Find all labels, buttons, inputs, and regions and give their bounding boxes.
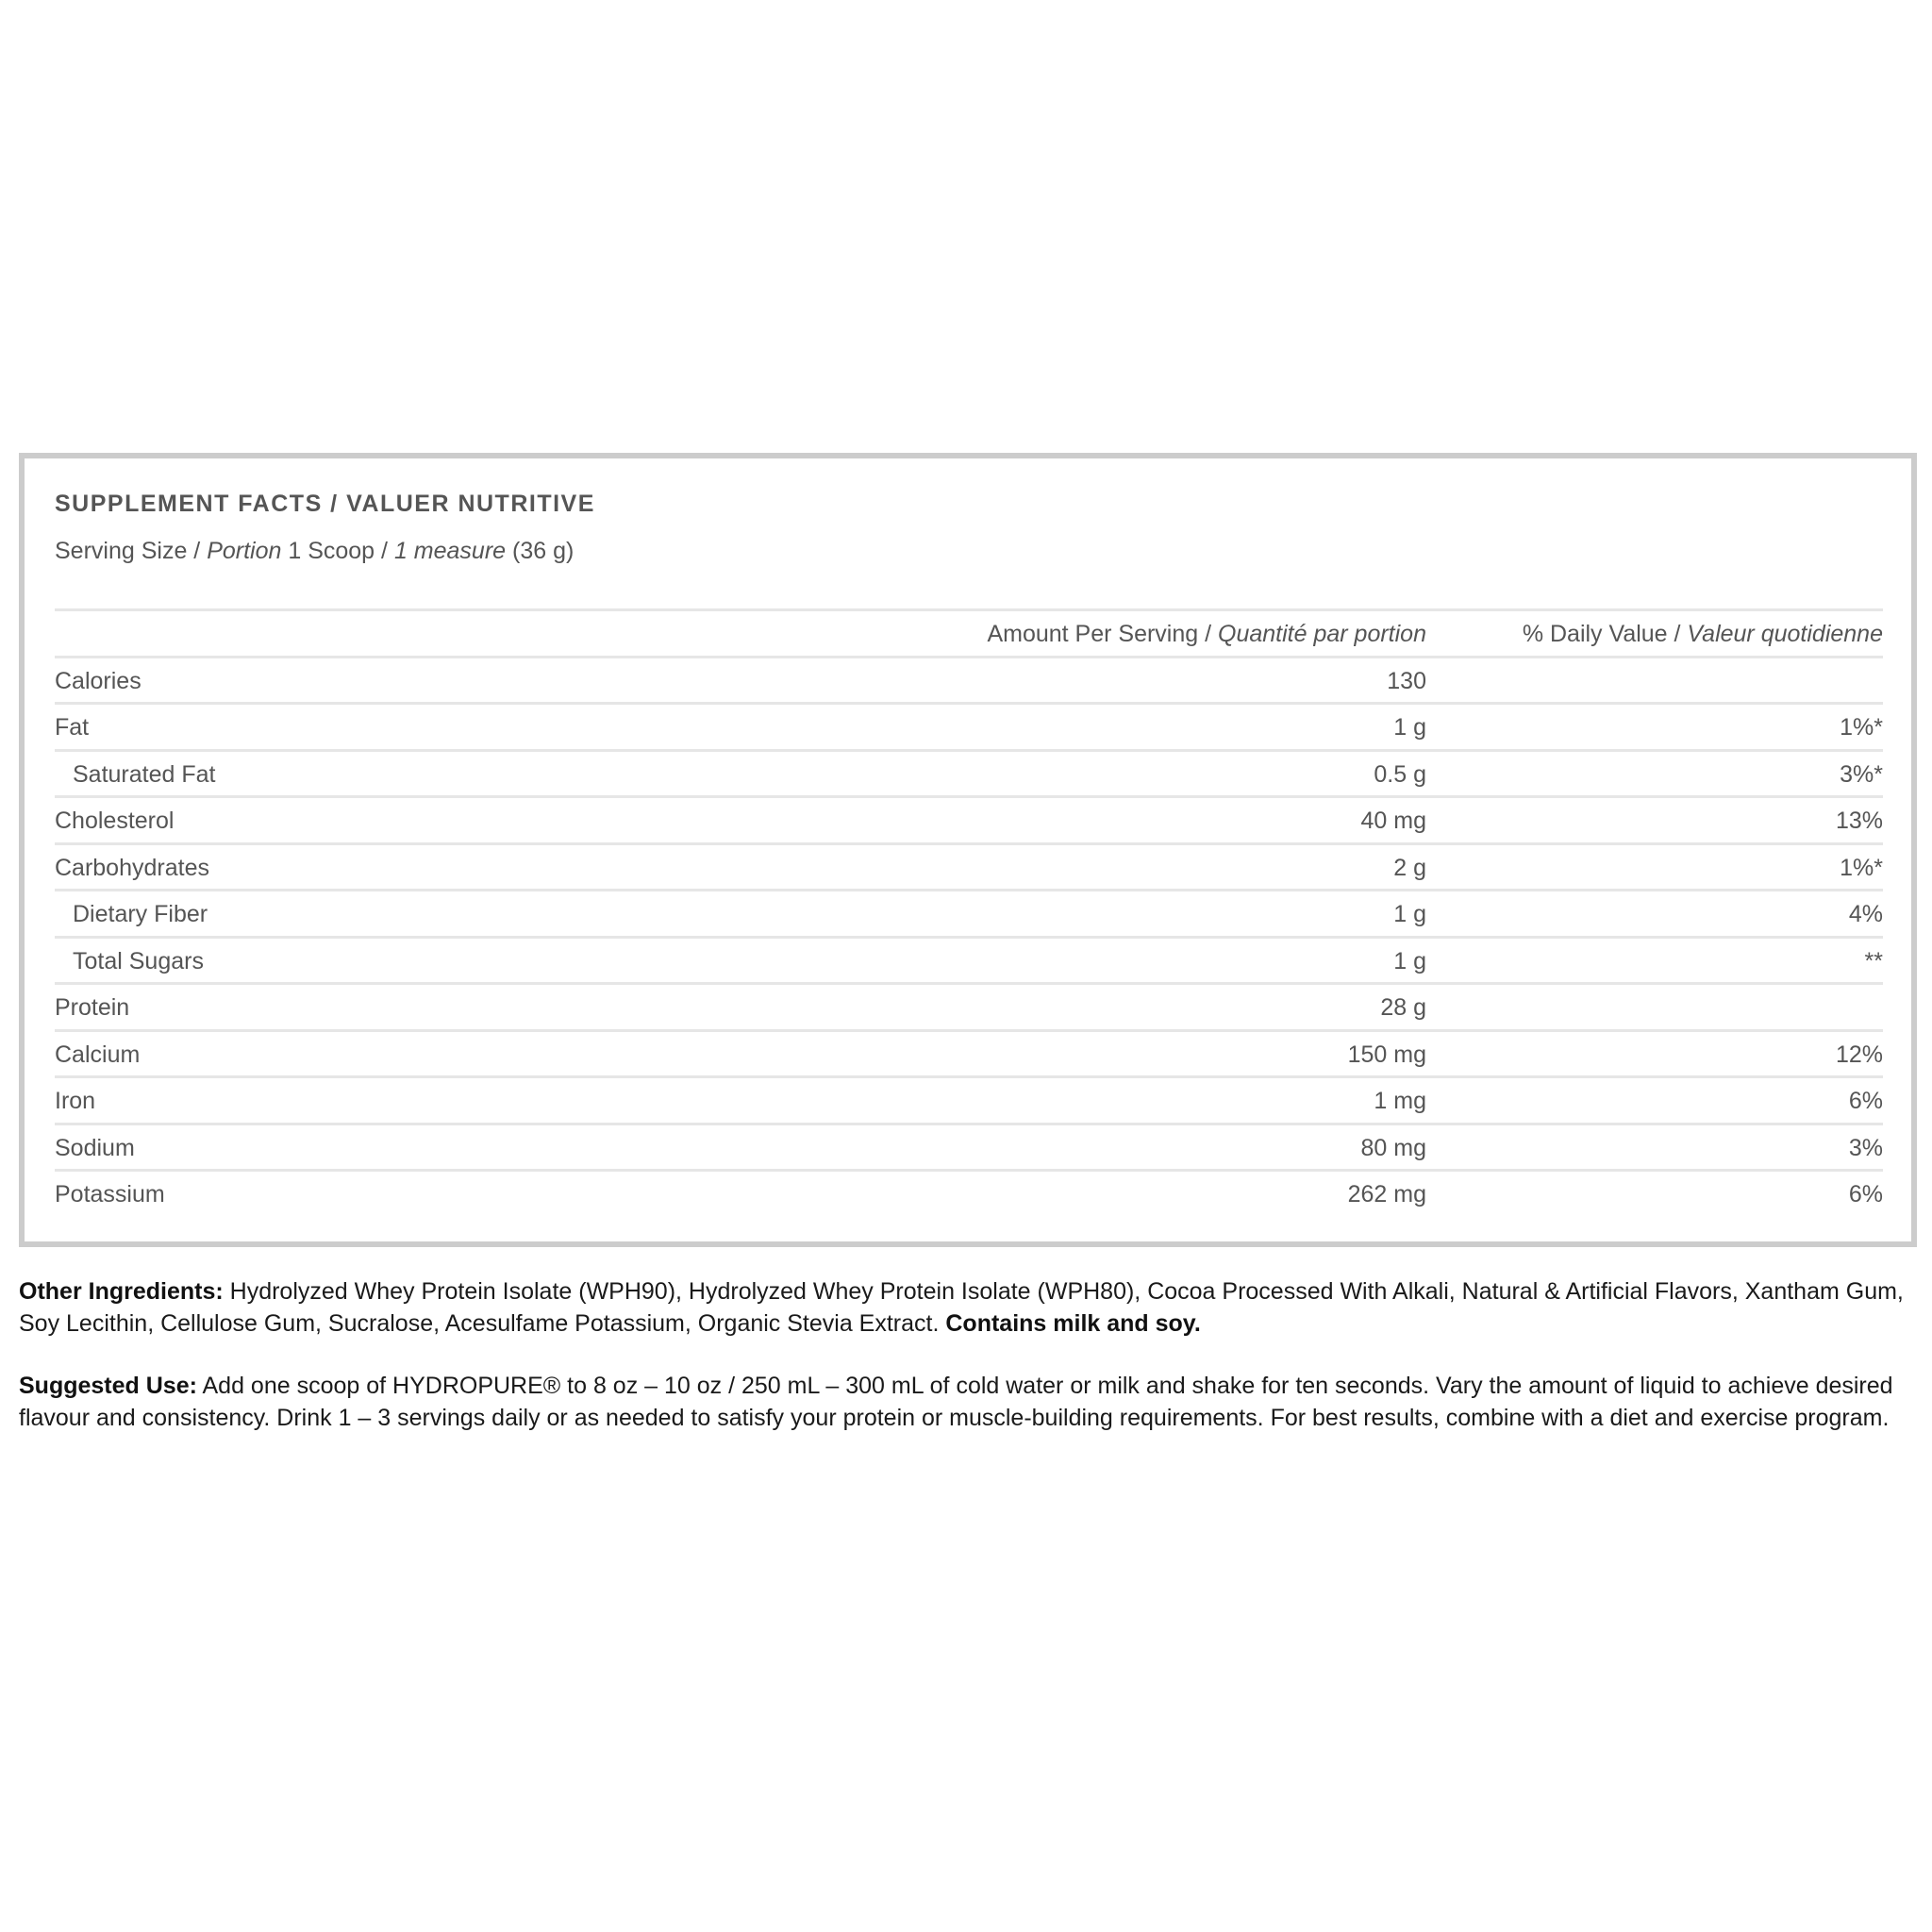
nutrient-daily-value: 3%* bbox=[1840, 760, 1883, 788]
table-row bbox=[55, 1169, 1883, 1216]
nutrient-amount: 130 bbox=[1387, 667, 1426, 694]
nutrient-name: Total Sugars bbox=[73, 947, 204, 974]
suggested-use bbox=[19, 1370, 1906, 1434]
dv-header-en: % Daily Value / bbox=[1522, 621, 1688, 647]
table-row bbox=[55, 982, 1883, 1029]
serving-size-label-fr: Portion bbox=[207, 538, 282, 564]
nutrient-name: Calcium bbox=[55, 1041, 141, 1068]
nutrient-amount: 2 g bbox=[1393, 854, 1426, 881]
other-ingredients bbox=[19, 1275, 1906, 1340]
serving-size-weight: (36 g) bbox=[506, 538, 575, 564]
serving-size-value-fr: 1 measure bbox=[393, 538, 507, 564]
nutrient-daily-value: 6% bbox=[1848, 1181, 1883, 1208]
nutrient-amount: 80 mg bbox=[1360, 1134, 1426, 1161]
nutrient-amount: 1 g bbox=[1393, 714, 1426, 741]
nutrient-name: Sodium bbox=[55, 1134, 135, 1161]
nutrient-daily-value: 1%* bbox=[1840, 714, 1883, 741]
nutrient-daily-value: 12% bbox=[1835, 1041, 1883, 1068]
serving-size-label: Serving Size / bbox=[55, 538, 208, 564]
nutrient-daily-value: ** bbox=[1864, 947, 1883, 974]
serving-size-value: 1 Scoop / bbox=[281, 538, 394, 564]
facts-title: SUPPLEMENT FACTS / VALUER NUTRITIVE bbox=[55, 491, 595, 517]
table-row bbox=[55, 702, 1883, 749]
daily-value-column-header bbox=[1523, 621, 1883, 648]
nutrient-amount: 150 mg bbox=[1347, 1041, 1426, 1068]
table-row bbox=[55, 1123, 1883, 1170]
table-row bbox=[55, 936, 1883, 983]
nutrient-amount: 0.5 g bbox=[1374, 760, 1426, 788]
supplement-facts-panel bbox=[19, 453, 1917, 1247]
other-ingredients-label: Other Ingredients: bbox=[19, 1278, 224, 1305]
amount-header-fr: Quantité par portion bbox=[1218, 621, 1426, 647]
nutrient-daily-value: 13% bbox=[1835, 808, 1883, 834]
nutrient-name: Saturated Fat bbox=[73, 760, 216, 788]
nutrient-amount: 1 g bbox=[1393, 901, 1426, 927]
table-row bbox=[55, 656, 1883, 703]
nutrient-daily-value: 6% bbox=[1848, 1088, 1883, 1114]
nutrient-amount: 28 g bbox=[1380, 994, 1426, 1021]
amount-header-en: Amount Per Serving / bbox=[987, 621, 1219, 647]
table-row bbox=[55, 842, 1883, 890]
suggested-use-text: Add one scoop of HYDROPURE® to 8 oz – 10 oz / 250 mL – 300 mL of cold water or milk and shake for ten seconds. Vary the amount of liquid to achieve desired flavour and consistency. Drink 1 – 3 servings daily or as needed to satisfy your protein or muscle-building requirements. For best results, combine with a diet and exercise program. bbox=[19, 1373, 1893, 1431]
dv-header-fr: Valeur quotidienne bbox=[1687, 621, 1883, 647]
table-row bbox=[55, 889, 1883, 936]
nutrient-daily-value: 1%* bbox=[1840, 854, 1883, 881]
other-ingredients-text: Hydrolyzed Whey Protein Isolate (WPH90), Hydrolyzed Whey Protein Isolate (WPH80), Cocoa Processed With Alkali, Natural & Artificial Flavors, Xantham Gum, Soy Lecithin, Cellulose Gum, Sucralose, Acesulfame Potassium, Organic Stevia Extract. bbox=[19, 1278, 1904, 1337]
nutrient-daily-value: 3% bbox=[1848, 1134, 1883, 1161]
nutrient-amount: 1 mg bbox=[1374, 1088, 1426, 1114]
table-row bbox=[55, 795, 1883, 842]
suggested-use-label: Suggested Use: bbox=[19, 1373, 197, 1399]
nutrient-amount: 262 mg bbox=[1347, 1181, 1426, 1208]
table-row bbox=[55, 749, 1883, 796]
nutrient-name: Carbohydrates bbox=[55, 854, 209, 881]
nutrient-name: Fat bbox=[55, 714, 90, 741]
allergen-statement: Contains milk and soy. bbox=[945, 1310, 1201, 1337]
nutrient-name: Protein bbox=[55, 994, 130, 1021]
amount-column-header bbox=[987, 621, 1426, 648]
nutrient-daily-value: 4% bbox=[1848, 901, 1883, 927]
table-header-row bbox=[55, 608, 1883, 656]
nutrient-name: Cholesterol bbox=[55, 808, 175, 834]
nutrient-name: Potassium bbox=[55, 1181, 165, 1208]
table-row bbox=[55, 1029, 1883, 1076]
table-row bbox=[55, 1075, 1883, 1123]
nutrient-name: Iron bbox=[55, 1088, 96, 1114]
nutrient-name: Calories bbox=[55, 667, 142, 694]
nutrient-amount: 1 g bbox=[1393, 947, 1426, 974]
nutrient-amount: 40 mg bbox=[1360, 808, 1426, 834]
serving-size bbox=[55, 538, 574, 565]
nutrient-name: Dietary Fiber bbox=[73, 901, 208, 927]
nutrition-table bbox=[55, 608, 1883, 1216]
